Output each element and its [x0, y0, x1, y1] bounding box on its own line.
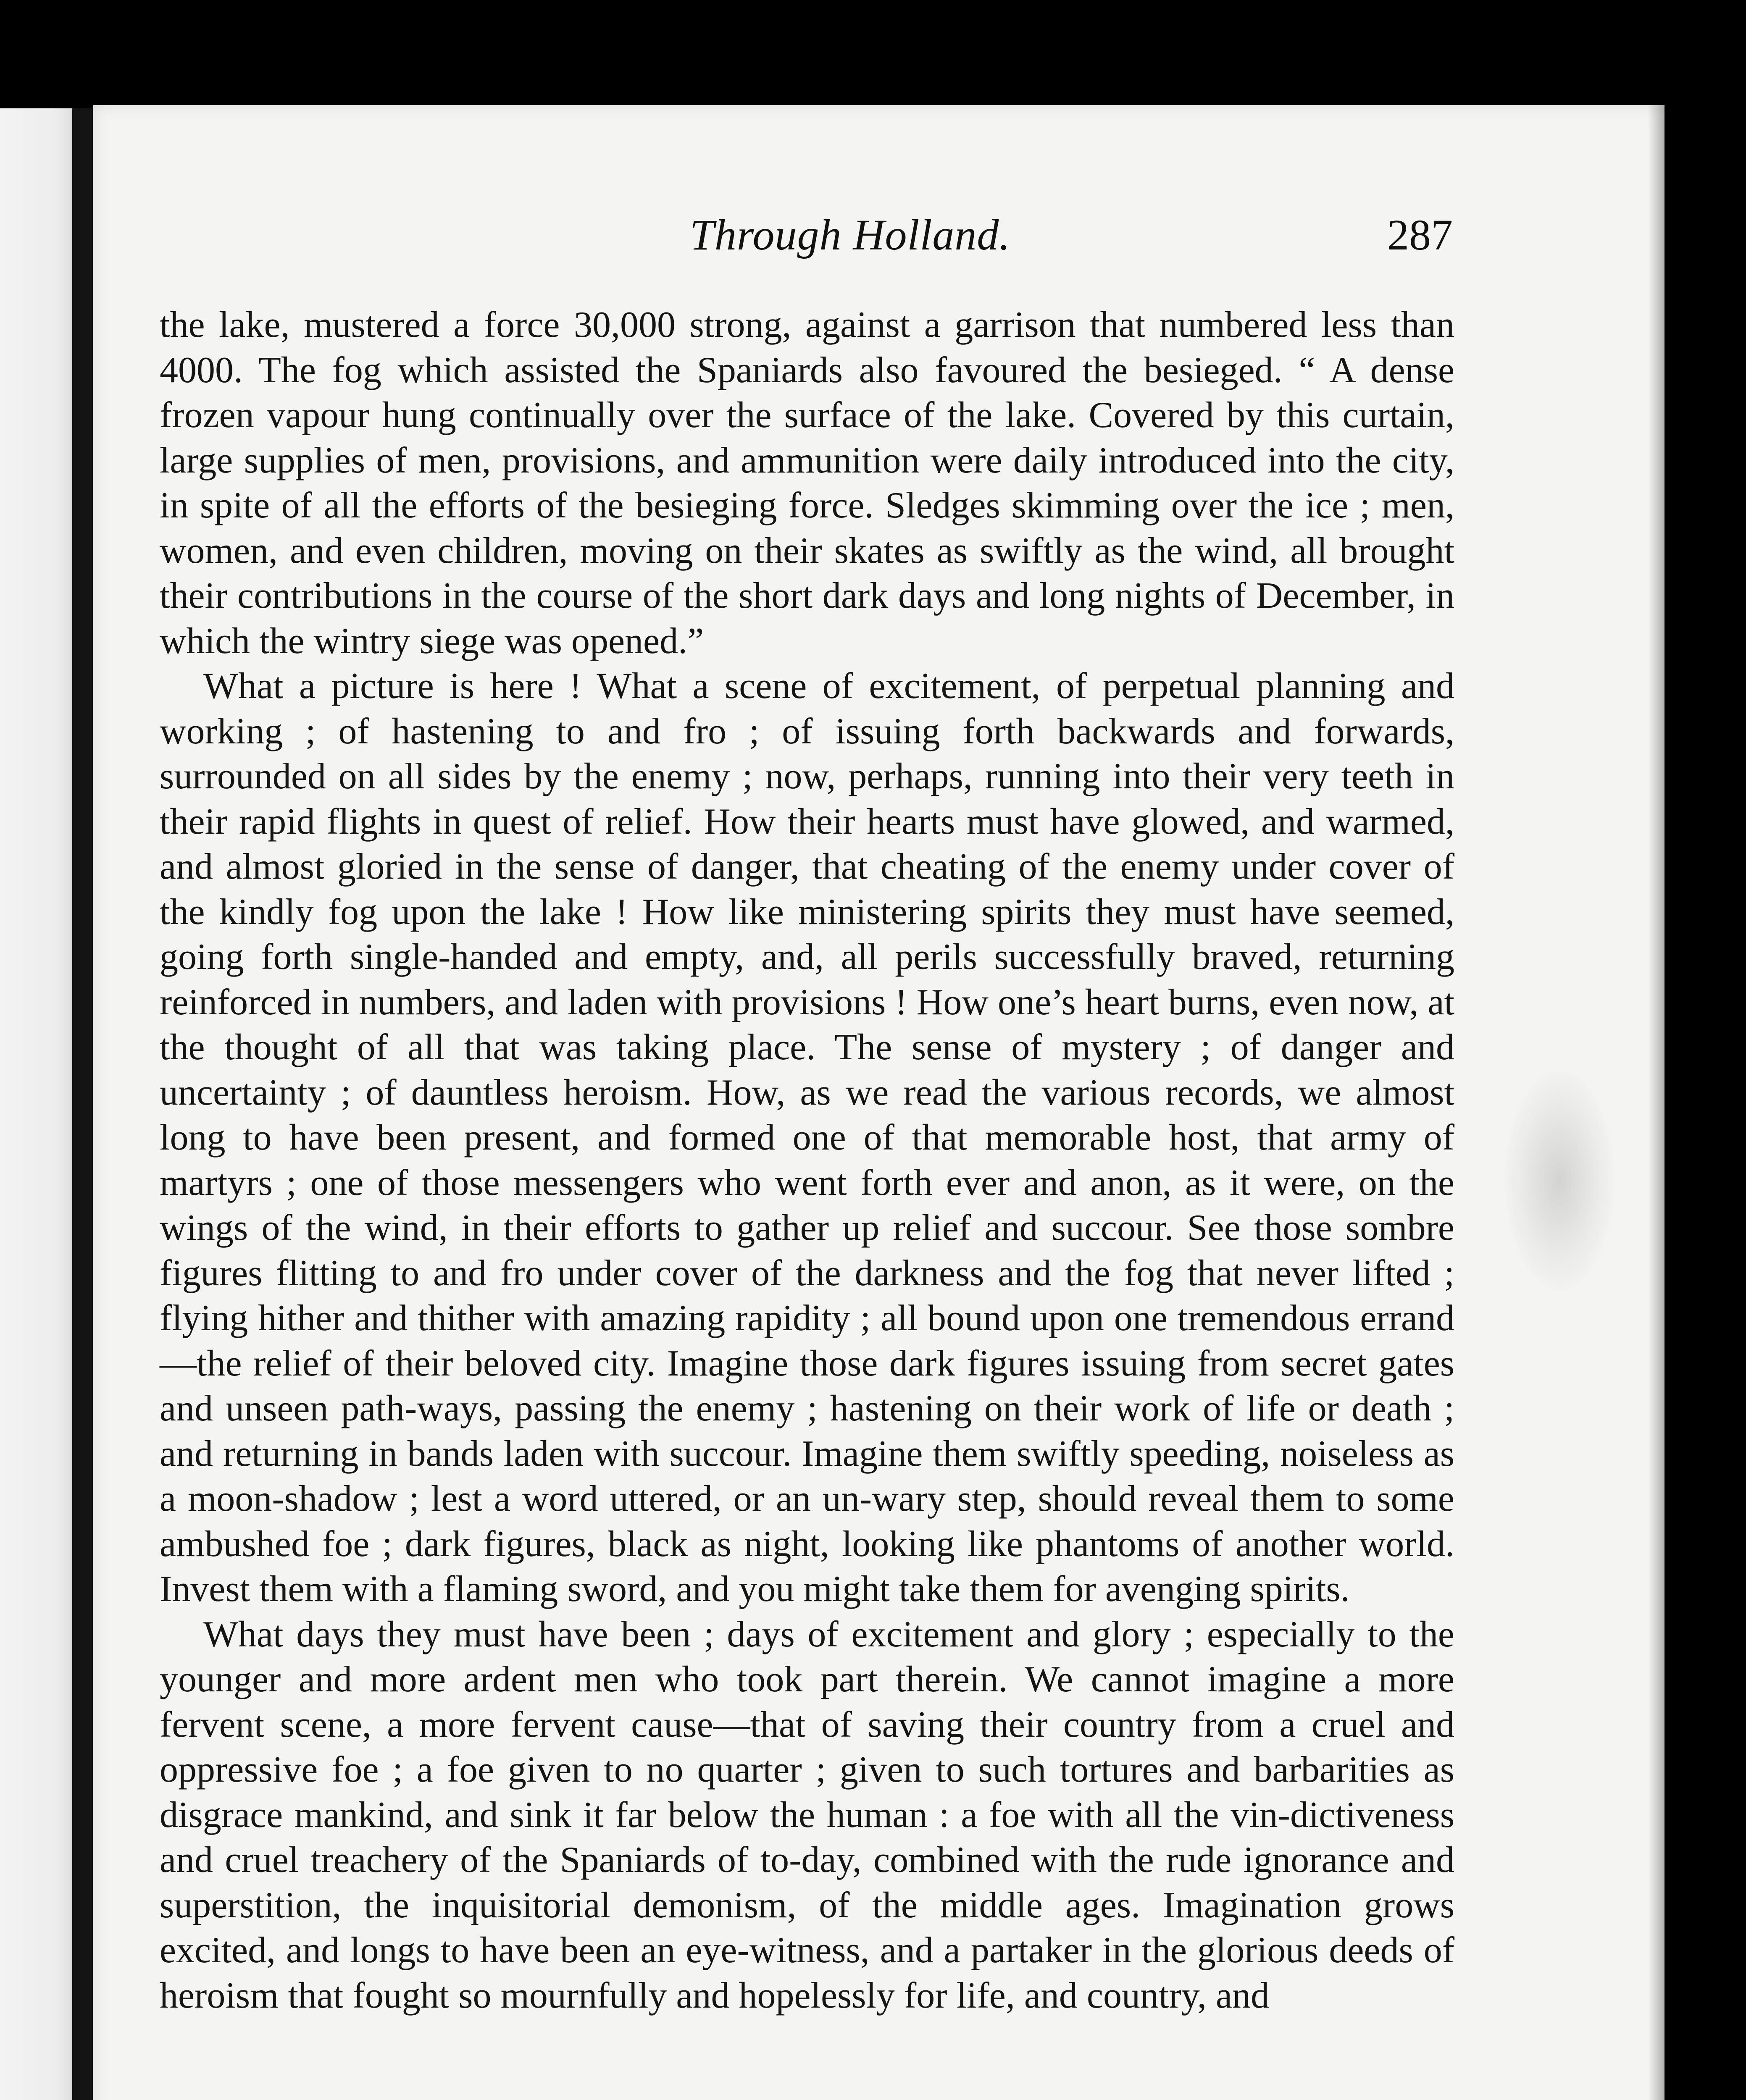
page-number: 287 — [1387, 211, 1453, 259]
body-text — [160, 302, 1454, 2018]
book-gutter — [72, 108, 92, 2100]
paragraph-continued: the lake, mustered a force 30,000 strong, against a garrison that numbered less than 4000. The fog which assisted the Spaniards also favoured the besieged. “ A dense frozen vapour hung continually over the surface of the lake. Covered by this curtain, large supplies of men, provisions, and ammunition were daily introduced into the city, in spite of all the efforts of the besieging force. Sledges skimming over the ice ; men, women, and even children, moving on their skates as swiftly as the wind, all brought their contributions in the course of the short dark days and long nights of December, in which the wintry siege was opened.” — [160, 304, 1454, 662]
paragraph: What days they must have been ; days of excitement and glory ; especially to the younger and more ardent men who took part therein. We cannot imagine a more fervent scene, a more fervent cause—that of saving their country from a cruel and oppressive foe ; a foe given to no quarter ; given to such tortures and barbarities as disgrace mankind, and sink it far below the human : a foe with all the vin-dictiveness and cruel treachery of the Spaniards of to-day, combined with the rude ignorance and superstition, the inquisitorial demonism, of the middle ages. Imagination grows excited, and longs to have been an eye-witness, and a partaker in the glorious deeds of heroism that fought so mournfully and hopelessly for life, and country, and — [160, 1614, 1454, 2016]
running-head — [93, 210, 1664, 269]
running-head-title: Through Holland. — [690, 211, 1011, 259]
paragraph: What a picture is here ! What a scene of excitement, of perpetual planning and working ; of hastening to and fro ; of issuing forth backwards and forwards, surrounded on all sides by the enemy ; now, perhaps, running into their very teeth in their rapid flights in quest of relief. How their hearts must have glowed, and warmed, and almost gloried in the sense of danger, that cheating of the enemy under cover of the kindly fog upon the lake ! How like ministering spirits they must have seemed, going forth single-handed and empty, and, all perils successfully braved, returning reinforced in numbers, and laden with provisions ! How one’s heart burns, even now, at the thought of all that was taking place. The sense of mystery ; of danger and uncertainty ; of dauntless heroism. How, as we read the various records, we almost long to have been present, and formed one of that memorable host, that army of martyrs ; one of those messengers who went forth ever and anon, as it were, on the wings of the wind, in their efforts to gather up relief and succour. See those sombre figures flitting to and fro under cover of the darkness and the fog that never lifted ; flying hither and thither with amazing rapidity ; all bound upon one tremendous errand—the relief of their beloved city. Imagine those dark figures issuing from secret gates and unseen path-ways, passing the enemy ; hastening on their work of life or death ; and returning in bands laden with succour. Imagine them swiftly speeding, noiseless as a moon-shadow ; lest a word uttered, or an un-wary step, should reveal them to some ambushed foe ; dark figures, black as night, looking like phantoms of another world. Invest them with a flaming sword, and you might take them for avenging spirits. — [160, 666, 1454, 1609]
page-stain — [1505, 1071, 1614, 1289]
